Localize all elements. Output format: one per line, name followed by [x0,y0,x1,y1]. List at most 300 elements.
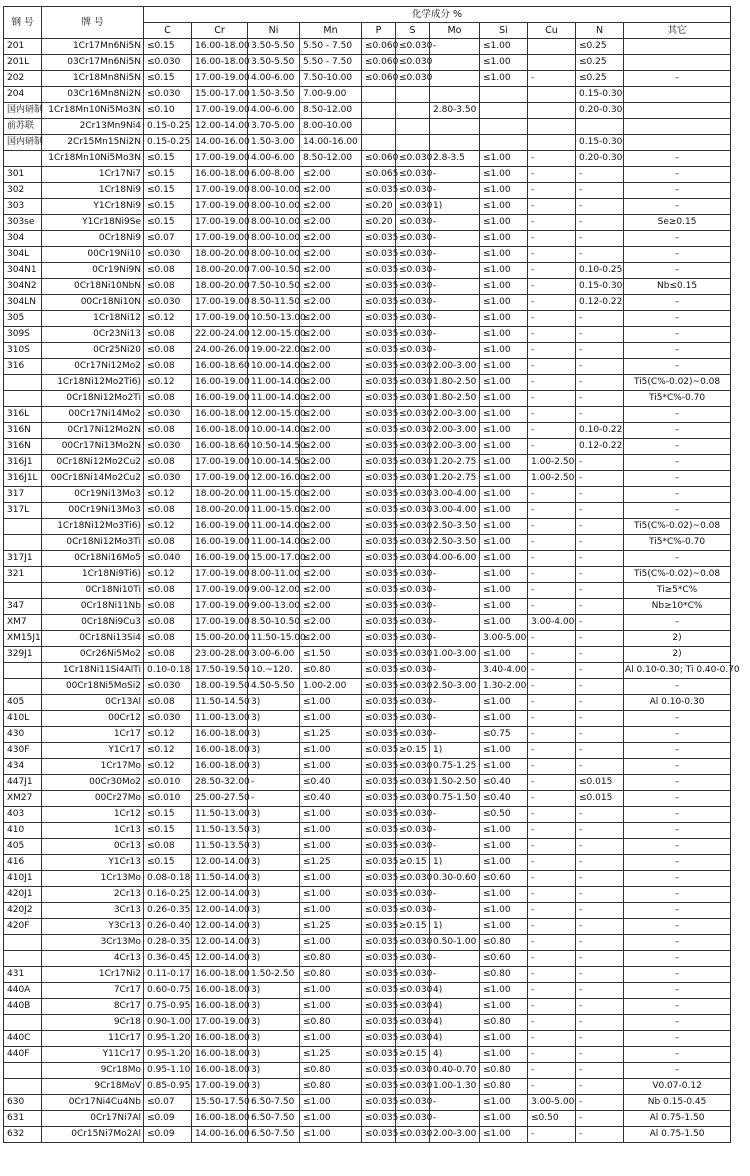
cell-brand: 00Cr19Ni13Mo3 [42,503,144,519]
cell-ni: 10.~120. [248,663,300,679]
cell-brand: 00Cr19Ni10 [42,247,144,263]
cell-ni: 10.00-14.00 [248,359,300,375]
cell-mo: - [430,279,480,295]
cell-other: - [624,807,731,823]
cell-s: ≤0.030 [396,951,430,967]
cell-grade: 204 [4,87,42,103]
cell-n: - [576,327,624,343]
cell-mo: - [430,1111,480,1127]
cell-s [396,135,430,151]
cell-grade: 310S [4,343,42,359]
cell-si: ≤1.00 [480,695,528,711]
cell-ni: 3) [248,919,300,935]
table-row [4,983,731,999]
cell-grade: 405 [4,695,42,711]
cell-other: Al 0.75-1.50 [624,1111,731,1127]
cell-brand: 0Cr23Ni13 [42,327,144,343]
cell-n: - [576,679,624,695]
cell-grade: 316N [4,439,42,455]
cell-c: ≤0.10 [144,103,192,119]
cell-si: ≤1.00 [480,567,528,583]
cell-brand: 1Cr12 [42,807,144,823]
table-row [4,551,731,567]
cell-cr: 16.00-18.00 [192,55,248,71]
cell-mn: ≤1.00 [300,1031,362,1047]
cell-grade: 410J1 [4,871,42,887]
cell-p: ≤0.035 [362,615,396,631]
cell-other: - [624,919,731,935]
cell-cu: - [528,855,576,871]
cell-ni: 8.00-10.00 [248,199,300,215]
cell-si: ≤1.00 [480,887,528,903]
cell-cu [528,103,576,119]
cell-mn: ≤2.00 [300,551,362,567]
cell-mn: ≤2.00 [300,423,362,439]
cell-brand: 00Cr12 [42,711,144,727]
cell-mn: ≤2.00 [300,615,362,631]
cell-s: ≤0.030 [396,1079,430,1095]
cell-mo: - [430,711,480,727]
cell-c: ≤0.08 [144,327,192,343]
cell-brand: 03Cr17Mn6Ni5N [42,55,144,71]
cell-ni: 8.00-10.00 [248,247,300,263]
table-body [4,39,740,1143]
cell-c: ≤0.08 [144,615,192,631]
cell-brand: Y11Cr17 [42,1047,144,1063]
cell-cu: - [528,871,576,887]
cell-p: ≤0.060 [362,55,396,71]
cell-si: ≤1.00 [480,263,528,279]
cell-mo: 1.00-1.30 [430,1079,480,1095]
cell-mo: - [430,183,480,199]
cell-other: - [624,887,731,903]
composition-table [3,6,740,1143]
cell-brand: 9Cr18MoV [42,1079,144,1095]
cell-ni: 8.50-11.50 [248,295,300,311]
cell-s: ≤0.030 [396,535,430,551]
cell-ni: 3) [248,711,300,727]
cell-p: ≤0.035 [362,919,396,935]
cell-n: - [576,455,624,471]
cell-p: ≤0.035 [362,1031,396,1047]
cell-other: Ti5(C%-0.02)~0.08 [624,567,731,583]
cell-p: ≤0.060 [362,39,396,55]
cell-c: ≤0.07 [144,1095,192,1111]
cell-brand: 1Cr18Ni11Si4AlTi [42,663,144,679]
cell-c: ≤0.08 [144,279,192,295]
cell-s: ≤0.030 [396,839,430,855]
cell-cr: 17.00-19.00 [192,567,248,583]
cell-si: ≤0.60 [480,951,528,967]
cell-si: ≤0.75 [480,727,528,743]
cell-s: ≤0.030 [396,887,430,903]
cell-mn: ≤2.00 [300,519,362,535]
cell-mn: ≤2.00 [300,263,362,279]
cell-cr: 16.00-19.00 [192,551,248,567]
cell-mn: ≤0.40 [300,791,362,807]
cell-grade: 317J1 [4,551,42,567]
cell-ni: 1.50-3.50 [248,87,300,103]
cell-brand: 1Cr17Ni7 [42,167,144,183]
cell-n: - [576,391,624,407]
cell-mo: - [430,839,480,855]
cell-cr: 17.00-19.00 [192,103,248,119]
cell-other: - [624,295,731,311]
cell-n: - [576,967,624,983]
cell-grade: 前苏联 [4,119,42,135]
cell-s: ≤0.030 [396,567,430,583]
cell-mn: ≤2.00 [300,359,362,375]
cell-mo: 0.75-1.25 [430,759,480,775]
cell-c: ≤0.15 [144,183,192,199]
cell-mn: ≤2.00 [300,343,362,359]
cell-cr: 11.50-14.00 [192,871,248,887]
cell-n: - [576,471,624,487]
cell-mn: ≤2.00 [300,471,362,487]
table-row [4,743,731,759]
cell-cr: 12.00-14.00 [192,119,248,135]
cell-cr: 18.00-20.00 [192,263,248,279]
cell-si: ≤1.00 [480,311,528,327]
cell-p: ≤0.035 [362,1079,396,1095]
cell-s: ≤0.030 [396,647,430,663]
cell-brand: 1Cr13Mo [42,871,144,887]
element-header-si: Si [480,23,528,39]
cell-mn: ≤2.00 [300,583,362,599]
element-header-mo: Mo [430,23,480,39]
cell-c: ≤0.12 [144,519,192,535]
cell-mn: ≤2.00 [300,295,362,311]
grade-column-header: 钢 号 [4,7,42,39]
cell-c: 0.95-1.20 [144,1031,192,1047]
cell-mn: ≤1.00 [300,823,362,839]
cell-c: ≤0.15 [144,151,192,167]
cell-n: - [576,1095,624,1111]
cell-s: ≤0.030 [396,423,430,439]
cell-brand: 0Cr13Al [42,695,144,711]
cell-grade: 405 [4,839,42,855]
cell-brand: 0Cr17Ni4Cu4Nb [42,1095,144,1111]
cell-ni: 9.00-12.00 [248,583,300,599]
cell-brand: 0Cr18Ni12Mo3Ti [42,535,144,551]
cell-mn: ≤1.25 [300,919,362,935]
cell-p: ≤0.035 [362,791,396,807]
cell-other: - [624,311,731,327]
cell-grade: XM27 [4,791,42,807]
cell-mn: ≤0.80 [300,1015,362,1031]
cell-grade: 304N2 [4,279,42,295]
cell-brand: 2Cr13Mn9Ni4 [42,119,144,135]
cell-c: ≤0.08 [144,839,192,855]
cell-c: ≤0.010 [144,791,192,807]
cell-brand: 4Cr13 [42,951,144,967]
cell-mo: - [430,823,480,839]
cell-cu: - [528,887,576,903]
cell-brand: 8Cr17 [42,999,144,1015]
cell-n: - [576,1015,624,1031]
cell-cr: 17.00-19.00 [192,455,248,471]
cell-p: ≤0.035 [362,839,396,855]
cell-n: ≤0.25 [576,55,624,71]
cell-cu: - [528,1031,576,1047]
cell-si: ≤1.00 [480,215,528,231]
cell-cu: ≤0.50 [528,1111,576,1127]
cell-n: - [576,343,624,359]
cell-mo: 4) [430,999,480,1015]
cell-si: ≤1.00 [480,983,528,999]
cell-cr: 16.00-18.00 [192,999,248,1015]
cell-other: - [624,199,731,215]
cell-brand: 00Cr17Ni13Mo2N [42,439,144,455]
table-row [4,839,731,855]
cell-p: ≤0.035 [362,407,396,423]
cell-n: - [576,615,624,631]
cell-cu: - [528,775,576,791]
cell-p [362,87,396,103]
cell-si: ≤1.00 [480,503,528,519]
table-row [4,343,731,359]
cell-brand: Y1Cr17 [42,743,144,759]
cell-c: 0.08-0.18 [144,871,192,887]
cell-si: 3.00-5.00 [480,631,528,647]
cell-s [396,119,430,135]
cell-c: 0.60-0.75 [144,983,192,999]
cell-s: ≤0.030 [396,247,430,263]
cell-mn: ≤0.80 [300,1063,362,1079]
cell-cu: - [528,311,576,327]
cell-other [624,87,731,103]
cell-cu [528,55,576,71]
cell-other: - [624,775,731,791]
cell-si: ≤1.00 [480,647,528,663]
cell-grade: XM15J1 [4,631,42,647]
cell-grade [4,1063,42,1079]
cell-mn: ≤0.40 [300,775,362,791]
cell-cu: - [528,791,576,807]
cell-n: - [576,1079,624,1095]
cell-cu: - [528,807,576,823]
cell-s: ≤0.030 [396,503,430,519]
brand-column-header: 牌 号 [42,7,144,39]
cell-ni: 3) [248,1015,300,1031]
cell-grade: 416 [4,855,42,871]
cell-cr: 16.00-18.60 [192,359,248,375]
cell-c: ≤0.030 [144,295,192,311]
cell-si: ≤1.00 [480,1047,528,1063]
table-row [4,951,731,967]
cell-ni: 7.50-10.50 [248,279,300,295]
cell-other: - [624,247,731,263]
cell-si: ≤1.00 [480,423,528,439]
cell-s: ≤0.030 [396,807,430,823]
cell-ni: 4.00-6.00 [248,151,300,167]
cell-cu: - [528,999,576,1015]
cell-cu: - [528,359,576,375]
cell-si: ≤1.00 [480,1127,528,1143]
cell-grade: 430F [4,743,42,759]
cell-si: ≤1.00 [480,999,528,1015]
cell-s: ≤0.030 [396,599,430,615]
cell-p: ≤0.035 [362,1095,396,1111]
table-row [4,535,731,551]
cell-cr: 14.00-16.00 [192,1127,248,1143]
element-header-mn: Mn [300,23,362,39]
cell-n: - [576,695,624,711]
cell-si: ≤1.00 [480,295,528,311]
cell-si: ≤1.00 [480,183,528,199]
cell-mo: 1.80-2.50 [430,375,480,391]
cell-ni: 11.00-14.00 [248,535,300,551]
table-row [4,1111,731,1127]
cell-mo [430,135,480,151]
cell-cr: 12.00-14.00 [192,935,248,951]
cell-si [480,87,528,103]
cell-ni: - [248,791,300,807]
cell-ni: 3) [248,951,300,967]
cell-cu: - [528,567,576,583]
cell-si: ≤1.00 [480,247,528,263]
cell-si: ≤1.00 [480,71,528,87]
cell-si: ≤0.50 [480,807,528,823]
cell-mo: 0.75-1.50 [430,791,480,807]
cell-c: ≤0.08 [144,359,192,375]
cell-s: ≤0.030 [396,935,430,951]
cell-c: ≤0.030 [144,711,192,727]
cell-grade: 403 [4,807,42,823]
cell-cr: 16.00-18.00 [192,743,248,759]
cell-grade: 304L [4,247,42,263]
cell-grade: 304N1 [4,263,42,279]
table-row [4,247,731,263]
cell-c: ≤0.030 [144,439,192,455]
cell-grade [4,1079,42,1095]
cell-other: - [624,791,731,807]
table-row [4,935,731,951]
cell-c: 0.28-0.35 [144,935,192,951]
cell-s: ≤0.030 [396,695,430,711]
cell-mn: 7.50-10.00 [300,71,362,87]
cell-n: - [576,167,624,183]
cell-grade: 202 [4,71,42,87]
cell-c: 0.16-0.25 [144,887,192,903]
cell-cr: 17.00-19.00 [192,231,248,247]
cell-si: ≤1.00 [480,375,528,391]
cell-n: - [576,247,624,263]
cell-p: ≤0.035 [362,1015,396,1031]
cell-s: ≤0.030 [396,903,430,919]
cell-c: ≤0.12 [144,487,192,503]
cell-ni: 10.50-13.00 [248,311,300,327]
cell-mo: - [430,311,480,327]
cell-si: ≤1.00 [480,1031,528,1047]
cell-s: ≤0.030 [396,583,430,599]
cell-s: ≤0.030 [396,775,430,791]
cell-brand: 0Cr26Ni5Mo2 [42,647,144,663]
cell-n [576,119,624,135]
cell-mn: ≤1.00 [300,983,362,999]
cell-mn: ≤2.00 [300,311,362,327]
cell-c: ≤0.12 [144,375,192,391]
cell-si [480,103,528,119]
cell-cu: - [528,151,576,167]
cell-p: ≤0.035 [362,727,396,743]
cell-ni: 3) [248,871,300,887]
table-row [4,567,731,583]
table-row [4,711,731,727]
composition-header: 化学成分 % [144,7,731,23]
cell-mn: ≤0.80 [300,967,362,983]
cell-cr: 12.00-14.00 [192,855,248,871]
table-row [4,263,731,279]
cell-mn: ≤2.00 [300,231,362,247]
cell-mn: 8.50-12.00 [300,103,362,119]
cell-grade [4,663,42,679]
cell-other: - [624,423,731,439]
cell-cu [528,119,576,135]
cell-mo: - [430,951,480,967]
cell-ni: 11.00-14.00 [248,391,300,407]
cell-si: ≤0.80 [480,967,528,983]
cell-p: ≤0.035 [362,439,396,455]
cell-ni: - [248,775,300,791]
cell-cr: 16.00-18.00 [192,727,248,743]
cell-cu: - [528,727,576,743]
table-row [4,311,731,327]
cell-p: ≤0.035 [362,519,396,535]
cell-cu: - [528,679,576,695]
cell-si [480,135,528,151]
cell-cr: 28.50-32.00 [192,775,248,791]
cell-grade [4,519,42,535]
cell-s: ≤0.030 [396,759,430,775]
cell-p: ≤0.035 [362,391,396,407]
cell-n: 0.12-0.22 [576,439,624,455]
cell-mn: ≤1.00 [300,711,362,727]
cell-si: ≤1.00 [480,711,528,727]
cell-s: ≤0.030 [396,151,430,167]
cell-s: ≤0.030 [396,231,430,247]
cell-mn: ≤0.80 [300,663,362,679]
cell-n: 0.10-0.25 [576,263,624,279]
cell-ni: 3) [248,903,300,919]
table-row [4,71,731,87]
cell-other: - [624,439,731,455]
cell-p: ≤0.035 [362,743,396,759]
cell-cu: - [528,167,576,183]
cell-mn: 5.50 - 7.50 [300,39,362,55]
table-row [4,1015,731,1031]
table-row [4,231,731,247]
cell-ni: 4.00-6.00 [248,103,300,119]
cell-grade: 631 [4,1111,42,1127]
cell-grade: 317 [4,487,42,503]
cell-n: - [576,887,624,903]
cell-s: ≤0.030 [396,343,430,359]
cell-si: ≤1.00 [480,231,528,247]
cell-c: ≤0.08 [144,263,192,279]
cell-cu: - [528,919,576,935]
table-row [4,199,731,215]
cell-ni: 3) [248,999,300,1015]
cell-cr: 18.00-20.00 [192,247,248,263]
table-row [4,167,731,183]
cell-cr: 17.00-19.00 [192,71,248,87]
cell-grade: 440F [4,1047,42,1063]
cell-mo: 3.00-4.00 [430,487,480,503]
cell-brand: 0Cr17Ni12Mo2 [42,359,144,375]
cell-s: ≥0.15 [396,919,430,935]
cell-brand: Y3Cr13 [42,919,144,935]
